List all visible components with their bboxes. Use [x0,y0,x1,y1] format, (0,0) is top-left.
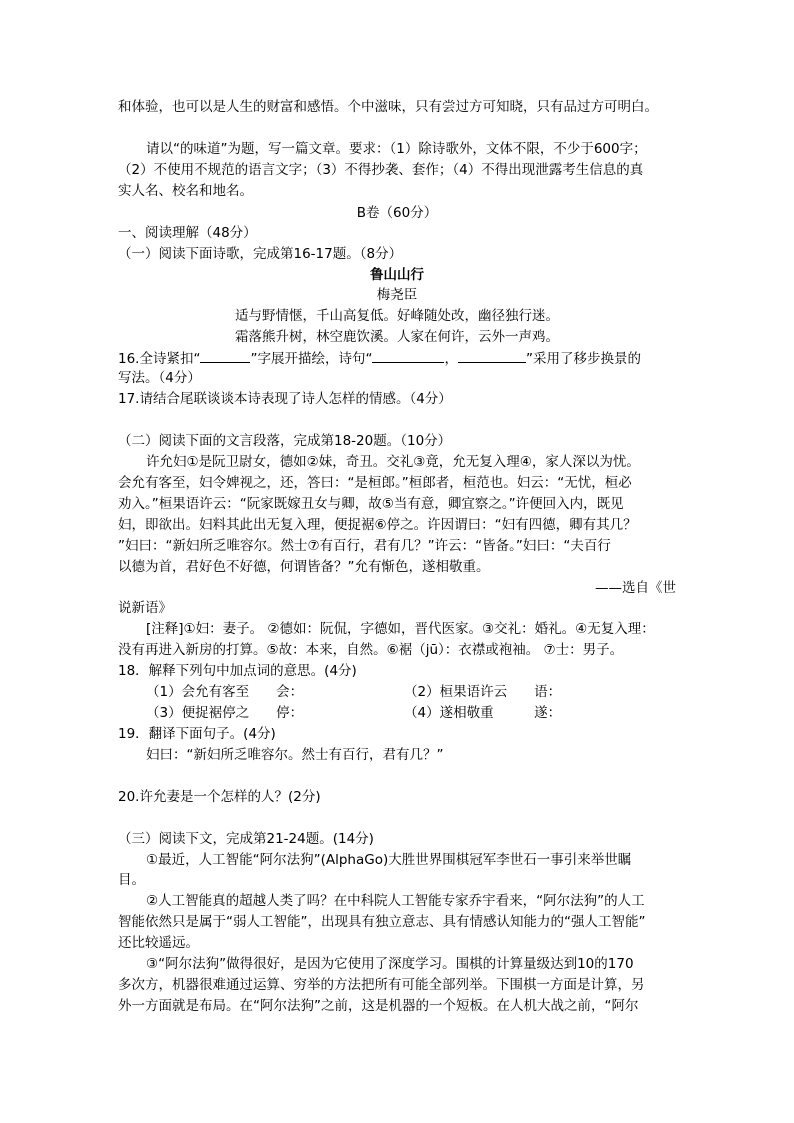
section-title: B卷（60分） [356,205,438,221]
annotation: [注释]①妇：妻子。 ②德如：阮侃，字德如，晋代医家。③交礼：婚礼。④无复入理： [146,621,655,637]
text-line: 妇，即欲出。妇料其此出无复入理，便捉裾⑥停之。许因谓曰：“妇有四德，卿有其几？ [118,517,637,533]
question-19: 19．翻译下面句子。(4分) [118,726,276,742]
sub-question: （2）桓果语许云 语： [404,684,562,700]
poem-author: 梅尧臣 [376,287,418,303]
text-line: 许允妇①是阮卫尉女，德如②妹，奇丑。交礼③竟，允无复入理④，家人深以为忧。 [146,454,640,470]
text-line: 请以“的味道”为题，写一篇文章。要求：（1）除诗歌外，文体不限，不少于600字； [146,141,647,157]
poem-title: 鲁山山行 [370,267,424,283]
text-line: 实人名、校名和地名。 [118,183,253,199]
question-text: ”字展开描绘，诗句“ [250,351,373,367]
question-intro: （三）阅读下文，完成第21-24题。(14分) [118,831,374,847]
source-citation: ——选自《世 [595,580,676,596]
text-line: ①最近，人工智能“阿尔法狗”(AlphaGo)大胜世界围棋冠军李世石一事引来举世瞩 [146,852,632,868]
question-text: ， [444,351,458,367]
annotation: 没有再进入新房的打算。⑤故：本来，自然。⑥裾（jū）：衣襟或袍袖。 ⑦士：男子。 [118,642,624,658]
answer-blank[interactable] [458,348,526,363]
answer-blank[interactable] [372,348,444,363]
question-intro: （二）阅读下面的文言段落，完成第18-20题。（10分） [118,433,452,449]
text-line: 目。 [118,872,145,888]
question-text: 16.全诗紧扣“ [118,351,201,367]
text-line: 和体验，也可以是人生的财富和感悟。个中滋味，只有尝过方可知晓，只有品过方可明白。 [118,99,658,115]
text-line: （2）不使用不规范的语言文字；（3）不得抄袭、套作；（4）不得出现泄露考生信息的真 [118,162,644,178]
text-line: 会允有客至，妇令婢视之，还，答曰：“是桓郎。”桓郎者，桓范也。妇云：“无忧，桓必 [118,475,632,491]
text-line: 外一方面就是布局。在“阿尔法狗”之前，这是机器的一个短板。在人机大战之前，“阿尔 [118,998,639,1014]
text-line: ”妇曰：“新妇所乏唯容尔。然士⑦有百行，君有几？”许云：“皆备。”妇曰：“夫百行 [118,538,611,554]
text-line: 多次方，机器很难通过运算、穷举的方法把所有可能全部列举。下围棋一方面是计算，另 [118,977,645,993]
poem-line: 适与野情惬，千山高复低。好峰随处改，幽径独行迷。 [235,308,559,324]
text-line: 还比较遥远。 [118,935,199,951]
answer-blank[interactable] [200,348,250,363]
sub-question: （1）会允有客至 会： [146,684,304,700]
text-line: 妇曰：“新妇所乏唯容尔。然士有百行，君有几？” [146,747,444,763]
text-line: 写法。（4分） [118,370,201,386]
question-16 [118,348,641,369]
sub-question: （4）遂相敬重 遂： [404,705,562,721]
text-line: ②人工智能真的超越人类了吗？在中科院人工智能专家乔宇看来，“阿尔法狗”的人工 [146,893,645,909]
text-line: 劝入。”桓果语许云：“阮家既嫁丑女与卿，故⑤当有意，卿宜察之。”许便回入内，既见 [118,496,624,512]
section-heading: 一、阅读理解（48分） [118,225,257,241]
question-18: 18．解释下列句中加点词的意思。(4分) [118,663,357,679]
poem-line: 霜落熊升树，林空鹿饮溪。人家在何许，云外一声鸡。 [235,329,559,345]
question-17: 17.请结合尾联谈谈本诗表现了诗人怎样的情感。（4分） [118,391,452,407]
question-intro: （一）阅读下面诗歌，完成第16-17题。（8分） [118,246,403,262]
text-line: 以德为首，君好色不好德，何谓皆备？”允有惭色，遂相敬重。 [118,559,490,575]
question-text: ”采用了移步换景的 [525,351,641,367]
sub-question: （3）便捉裾停之 停： [146,705,304,721]
text-line: ③“阿尔法狗”做得很好，是因为它使用了深度学习。围棋的计算量级达到10的170 [146,956,634,972]
text-line: 智能依然只是属于“弱人工智能”，出现具有独立意志、具有情感认知能力的“强人工智能” [118,914,646,930]
question-20: 20.许允妻是一个怎样的人？(2分) [118,789,321,805]
source-citation: 说新语》 [118,600,172,616]
